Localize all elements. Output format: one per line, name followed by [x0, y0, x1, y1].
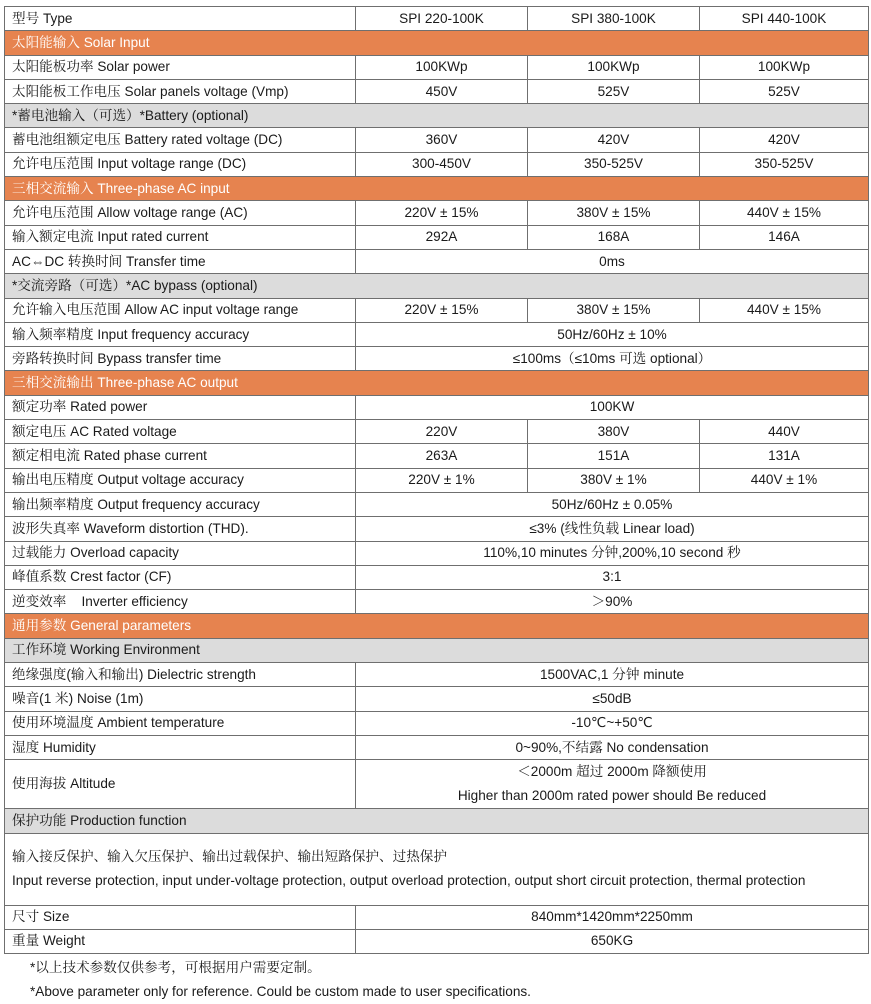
- section-title: 三相交流输出 Three-phase AC output: [5, 371, 869, 395]
- row-label: 逆变效率 Inverter efficiency: [5, 590, 356, 614]
- row-value: 525V: [528, 79, 700, 103]
- spec-row: [5, 79, 869, 103]
- section-header-protection: [5, 809, 869, 833]
- row-value: 300-450V: [356, 152, 528, 176]
- spec-row: [5, 711, 869, 735]
- row-label: AC⇔DC 转换时间 Transfer time: [5, 249, 356, 273]
- section-title: *交流旁路（可选）*AC bypass (optional): [5, 274, 869, 298]
- row-value: 840mm*1420mm*2250mm: [356, 905, 869, 929]
- row-label: 额定功率 Rated power: [5, 395, 356, 419]
- row-value: 420V: [528, 128, 700, 152]
- protection-text: [5, 833, 869, 905]
- spec-row: [5, 541, 869, 565]
- altitude-line: ＜2000m 超过 2000m 降额使用: [517, 764, 707, 780]
- spec-row: [5, 663, 869, 687]
- section-header-bypass: [5, 274, 869, 298]
- row-value: 350-525V: [528, 152, 700, 176]
- row-value: 146A: [700, 225, 869, 249]
- row-label: 使用环境温度 Ambient temperature: [5, 711, 356, 735]
- row-value: 220V ± 15%: [356, 298, 528, 322]
- footnotes: [30, 956, 531, 1004]
- row-label: 额定相电流 Rated phase current: [5, 444, 356, 468]
- row-value: 0ms: [356, 249, 869, 273]
- row-value: 292A: [356, 225, 528, 249]
- row-value: 100KWp: [700, 55, 869, 79]
- row-label: 旁路转换时间 Bypass transfer time: [5, 347, 356, 371]
- altitude-line: Higher than 2000m rated power should Be reduced: [457, 788, 767, 804]
- row-value: ≤50dB: [356, 687, 869, 711]
- row-value: 168A: [528, 225, 700, 249]
- row-value: 0~90%,不结露 No condensation: [356, 735, 869, 759]
- spec-row: [5, 760, 869, 809]
- spec-row: [5, 468, 869, 492]
- row-value: 450V: [356, 79, 528, 103]
- row-value: 50Hz/60Hz ± 0.05%: [356, 492, 869, 516]
- row-value: 380V ± 15%: [528, 298, 700, 322]
- row-label: 尺寸 Size: [5, 905, 356, 929]
- row-value: -10℃~+50℃: [356, 711, 869, 735]
- row-value: 263A: [356, 444, 528, 468]
- model-name: SPI 220-100K: [356, 7, 528, 31]
- footnote-cn: *以上技术参数仅供参考，可根据用户需要定制。: [30, 960, 321, 975]
- spec-row: [5, 128, 869, 152]
- section-header-battery: [5, 104, 869, 128]
- section-title: *蓄电池输入（可选）*Battery (optional): [5, 104, 869, 128]
- row-value: 3:1: [356, 565, 869, 589]
- row-label: 太阳能板工作电压 Solar panels voltage (Vmp): [5, 79, 356, 103]
- spec-row: [5, 905, 869, 929]
- row-value: 525V: [700, 79, 869, 103]
- spec-row: [5, 687, 869, 711]
- row-value: 440V ± 15%: [700, 201, 869, 225]
- spec-row: [5, 249, 869, 273]
- spec-row: [5, 590, 869, 614]
- protection-en: Input reverse protection, input under-voltage protection, output overload protection, output short circuit protection, thermal protection: [12, 873, 806, 888]
- row-label: 重量 Weight: [5, 929, 356, 953]
- spec-row: [5, 152, 869, 176]
- row-value: 100KWp: [528, 55, 700, 79]
- row-label: 峰值系数 Crest factor (CF): [5, 565, 356, 589]
- spec-row: [5, 565, 869, 589]
- row-value: 380V ± 1%: [528, 468, 700, 492]
- spec-row: [5, 420, 869, 444]
- spec-row: [5, 201, 869, 225]
- spec-row: [5, 492, 869, 516]
- spec-row: [5, 322, 869, 346]
- model-name: SPI 440-100K: [700, 7, 869, 31]
- row-label: 输入频率精度 Input frequency accuracy: [5, 322, 356, 346]
- row-label: 允许输入电压范围 Allow AC input voltage range: [5, 298, 356, 322]
- section-header-ac-input: [5, 177, 869, 201]
- row-value: 220V ± 1%: [356, 468, 528, 492]
- row-label: 太阳能板功率 Solar power: [5, 55, 356, 79]
- row-value: 131A: [700, 444, 869, 468]
- row-value: 350-525V: [700, 152, 869, 176]
- spec-row: [5, 929, 869, 953]
- row-label: 噪音(1 米) Noise (1m): [5, 687, 356, 711]
- row-value: 220V ± 15%: [356, 201, 528, 225]
- spec-row: [5, 55, 869, 79]
- row-label: 允许电压范围 Input voltage range (DC): [5, 152, 356, 176]
- section-title: 保护功能 Production function: [5, 809, 869, 833]
- row-value: ＞90%: [356, 590, 869, 614]
- row-value: 440V: [700, 420, 869, 444]
- row-value: 1500VAC,1 分钟 minute: [356, 663, 869, 687]
- row-value: 110%,10 minutes 分钟,200%,10 second 秒: [356, 541, 869, 565]
- row-label: 绝缘强度(输入和输出) Dielectric strength: [5, 663, 356, 687]
- row-value: 380V: [528, 420, 700, 444]
- header-label: 型号 Type: [5, 7, 356, 31]
- header-row: [5, 7, 869, 31]
- row-label: 过载能力 Overload capacity: [5, 541, 356, 565]
- row-value: ≤3% (线性负载 Linear load): [356, 517, 869, 541]
- section-title: 三相交流输入 Three-phase AC input: [5, 177, 869, 201]
- spec-row: [5, 517, 869, 541]
- protection-row: [5, 833, 869, 905]
- row-value: 420V: [700, 128, 869, 152]
- row-label: 输出频率精度 Output frequency accuracy: [5, 492, 356, 516]
- section-header-general: [5, 614, 869, 638]
- spec-table: [4, 6, 869, 954]
- protection-cn: 输入接反保护、输入欠压保护、输出过载保护、输出短路保护、过热保护: [12, 849, 447, 864]
- row-value: 650KG: [356, 929, 869, 953]
- spec-row: [5, 225, 869, 249]
- footnote-en: *Above parameter only for reference. Could be custom made to user specifications.: [30, 984, 531, 999]
- section-header-solar: [5, 31, 869, 55]
- spec-row: [5, 298, 869, 322]
- spec-row: [5, 395, 869, 419]
- row-label: 允许电压范围 Allow voltage range (AC): [5, 201, 356, 225]
- row-value: 440V ± 1%: [700, 468, 869, 492]
- row-value: 100KW: [356, 395, 869, 419]
- row-label: 波形失真率 Waveform distortion (THD).: [5, 517, 356, 541]
- subsection-header-environment: [5, 638, 869, 662]
- row-label: 湿度 Humidity: [5, 735, 356, 759]
- row-value: [356, 760, 869, 809]
- row-value: 220V: [356, 420, 528, 444]
- section-header-ac-output: [5, 371, 869, 395]
- row-value: 50Hz/60Hz ± 10%: [356, 322, 869, 346]
- row-value: 100KWp: [356, 55, 528, 79]
- model-name: SPI 380-100K: [528, 7, 700, 31]
- row-label: 额定电压 AC Rated voltage: [5, 420, 356, 444]
- row-value: ≤100ms（≤10ms 可选 optional）: [356, 347, 869, 371]
- section-title: 工作环境 Working Environment: [5, 638, 869, 662]
- row-label: 使用海拔 Altitude: [5, 760, 356, 809]
- spec-row: [5, 347, 869, 371]
- section-title: 通用参数 General parameters: [5, 614, 869, 638]
- row-label: 蓄电池组额定电压 Battery rated voltage (DC): [5, 128, 356, 152]
- row-value: 380V ± 15%: [528, 201, 700, 225]
- row-value: 151A: [528, 444, 700, 468]
- row-value: 360V: [356, 128, 528, 152]
- row-label: 输出电压精度 Output voltage accuracy: [5, 468, 356, 492]
- row-label: 输入额定电流 Input rated current: [5, 225, 356, 249]
- row-value: 440V ± 15%: [700, 298, 869, 322]
- spec-row: [5, 735, 869, 759]
- section-title: 太阳能输入 Solar Input: [5, 31, 869, 55]
- spec-row: [5, 444, 869, 468]
